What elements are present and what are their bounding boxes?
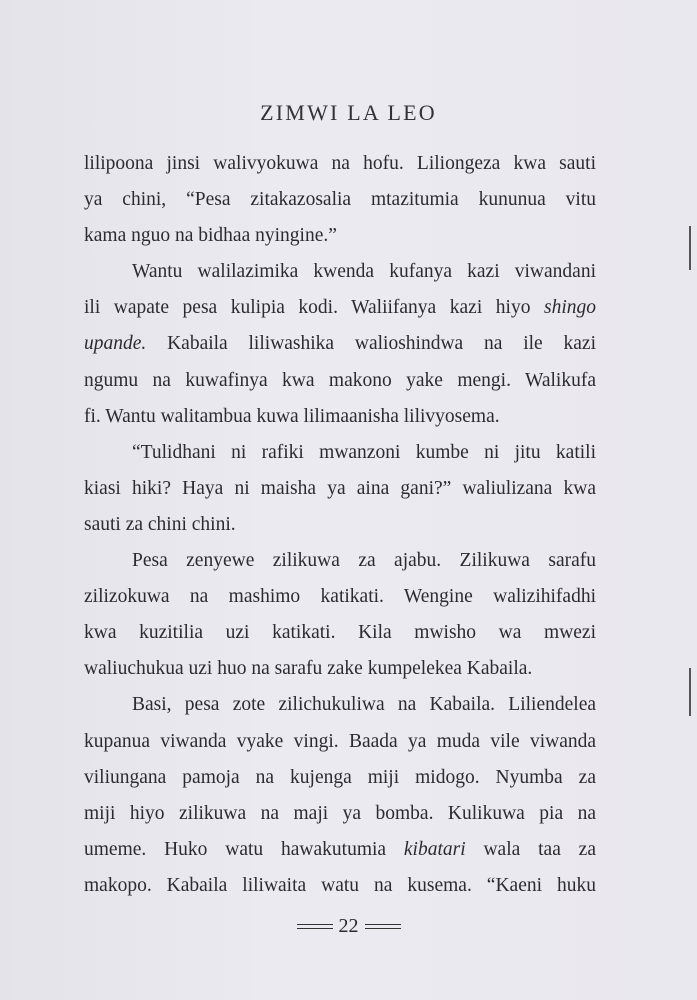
text-line (84, 218, 596, 254)
page-number: 22 (338, 915, 359, 937)
text-line (84, 507, 596, 543)
page-footer (0, 915, 697, 938)
text-line (84, 796, 596, 832)
text-line (84, 615, 596, 651)
text-run: kwa kuzitilia uzi katikati. Kila mwisho wa mwezi (84, 622, 596, 644)
text-run: Wantu walilazimika kwenda kufanya kazi viwandani (132, 261, 596, 283)
text-line (84, 254, 596, 290)
italic-text: shingo (543, 297, 596, 319)
text-run: Kabaila liliwashika walioshindwa na ile kazi (146, 333, 596, 355)
text-run: lilipoona jinsi walivyokuwa na hofu. Liliongeza kwa sauti (84, 153, 596, 174)
text-line (84, 579, 596, 615)
text-line (84, 326, 596, 362)
running-header: ZIMWI LA LEO (260, 100, 437, 125)
text-run: ya chini, “Pesa zitakazosalia mtazitumia kununua vitu (84, 189, 596, 211)
text-line (84, 182, 596, 218)
text-line (84, 651, 596, 687)
text-line (84, 363, 596, 399)
text-line (84, 760, 596, 796)
italic-text: kibatari (403, 838, 466, 860)
text-run: miji hiyo zilikuwa na maji ya bomba. Kulikuwa pia na (84, 802, 596, 824)
text-run: kupanua viwanda vyake vingi. Baada ya muda vile viwanda (84, 730, 596, 752)
body-text (84, 146, 596, 904)
text-line (84, 435, 596, 471)
page-edge-mark (689, 668, 691, 716)
text-run: wala taa za (465, 838, 596, 860)
text-line (84, 687, 596, 723)
text-run: viliungana pamoja na kujenga miji midogo. Nyumba za (84, 766, 596, 788)
footer-rule-right (365, 924, 401, 929)
text-run: fi. Wantu walitambua kuwa lilimaanisha lilivyosema. (84, 405, 500, 427)
text-run: kiasi hiki? Haya ni maisha ya aina gani?” waliulizana kwa (84, 477, 596, 499)
text-run: sauti za chini chini. (84, 513, 236, 535)
text-run: waliuchukua uzi huo na sarafu zake kumpelekea Kabaila. (84, 658, 533, 680)
footer-rule-left (297, 924, 333, 929)
italic-text: upande. (84, 333, 147, 355)
text-line (84, 543, 596, 579)
text-run: ngumu na kuwafinya kwa makono yake mengi. Walikufa (84, 369, 596, 391)
text-run: makopo. Kabaila liliwaita watu na kusema. “Kaeni huku (84, 874, 596, 896)
page-edge-mark (689, 226, 691, 270)
text-run: ili wapate pesa kulipia kodi. Waliifanya kazi hiyo (84, 297, 544, 319)
text-run: Basi, pesa zote zilichukuliwa na Kabaila. Liliendelea (132, 694, 596, 716)
text-line (84, 724, 596, 760)
text-line (84, 146, 596, 182)
text-run: zilizokuwa na mashimo katikati. Wengine walizihifadhi (84, 586, 596, 608)
text-line (84, 868, 596, 904)
text-run: Pesa zenyewe zilikuwa za ajabu. Zilikuwa sarafu (132, 550, 596, 572)
text-run: umeme. Huko watu hawakutumia (84, 838, 404, 860)
text-run: kama nguo na bidhaa nyingine.” (84, 225, 337, 247)
text-line (84, 399, 596, 435)
text-line (84, 471, 596, 507)
text-run: “Tulidhani ni rafiki mwanzoni kumbe ni jitu katili (132, 441, 596, 463)
text-line (84, 832, 596, 868)
text-line (84, 290, 596, 326)
